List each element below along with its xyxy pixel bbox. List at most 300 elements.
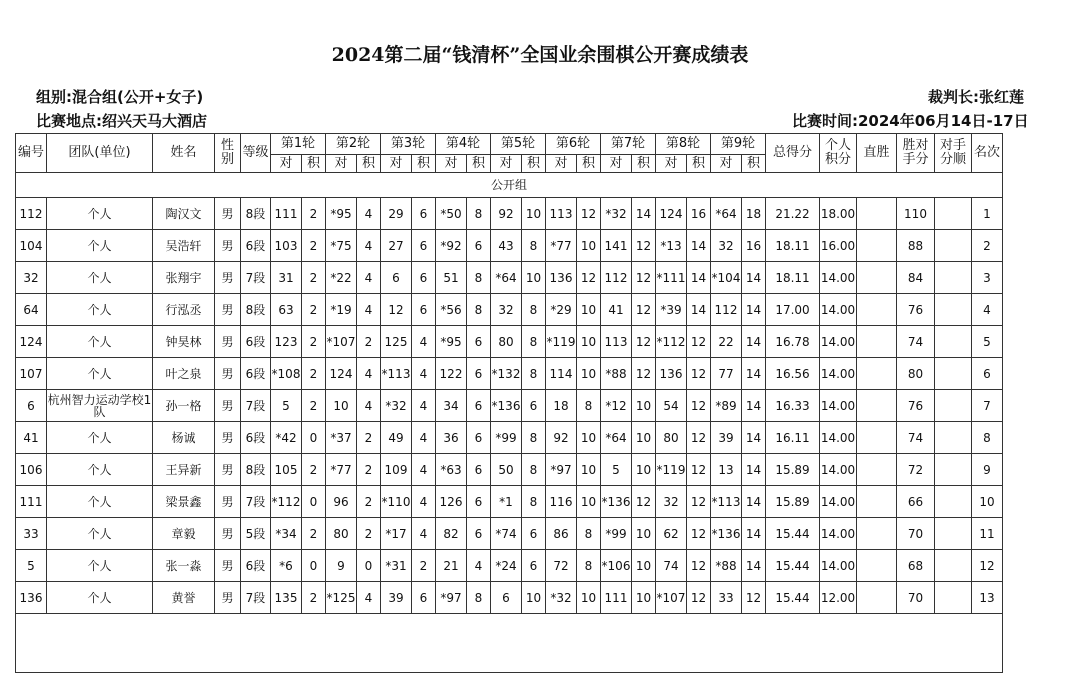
cell-gender: 男 xyxy=(215,422,241,454)
cell-total: 15.89 xyxy=(766,486,820,518)
header-opponent: 对 xyxy=(271,155,302,173)
cell-points: 4 xyxy=(357,390,381,422)
cell-place: 2 xyxy=(972,230,1003,262)
cell-points: 2 xyxy=(302,262,326,294)
cell-total: 16.11 xyxy=(766,422,820,454)
header-points: 积 xyxy=(302,155,326,173)
cell-points: 2 xyxy=(302,294,326,326)
cell-gender: 男 xyxy=(215,262,241,294)
cell-points: 10 xyxy=(632,582,656,614)
cell-opponent: 113 xyxy=(601,326,632,358)
cell-opponent: *50 xyxy=(436,198,467,230)
cell-points: 2 xyxy=(357,422,381,454)
header-name: 姓名 xyxy=(153,134,215,173)
cell-points: 8 xyxy=(522,326,546,358)
cell-points: 10 xyxy=(632,454,656,486)
cell-points: 6 xyxy=(522,518,546,550)
cell-team: 个人 xyxy=(47,518,153,550)
cell-team: 个人 xyxy=(47,550,153,582)
cell-opponent: *37 xyxy=(326,422,357,454)
cell-no: 33 xyxy=(16,518,47,550)
cell-points: 8 xyxy=(467,582,491,614)
blank-cell xyxy=(16,614,1003,673)
cell-opponent: *106 xyxy=(601,550,632,582)
cell-opponent: 36 xyxy=(436,422,467,454)
cell-opponent: 29 xyxy=(381,198,412,230)
cell-points: 18 xyxy=(742,198,766,230)
cell-sosos xyxy=(935,262,972,294)
cell-place: 4 xyxy=(972,294,1003,326)
cell-direct xyxy=(857,422,897,454)
cell-name: 张翔宇 xyxy=(153,262,215,294)
cell-opponent: 116 xyxy=(546,486,577,518)
cell-opponent: 136 xyxy=(546,262,577,294)
cell-direct xyxy=(857,390,897,422)
cell-opponent: 22 xyxy=(711,326,742,358)
cell-opponent: 114 xyxy=(546,358,577,390)
cell-team: 个人 xyxy=(47,582,153,614)
cell-opponent: 109 xyxy=(381,454,412,486)
cell-sosos xyxy=(935,198,972,230)
cell-points: 12 xyxy=(632,262,656,294)
date-label: 比赛时间:2024年06月14日-17日 xyxy=(792,112,1029,130)
cell-points: 6 xyxy=(467,518,491,550)
cell-opponent: *13 xyxy=(656,230,687,262)
cell-points: 4 xyxy=(412,454,436,486)
cell-no: 106 xyxy=(16,454,47,486)
cell-points: 12 xyxy=(742,582,766,614)
cell-sos: 72 xyxy=(897,454,935,486)
cell-opponent: *119 xyxy=(656,454,687,486)
section-row xyxy=(16,173,1003,198)
header-total: 总得分 xyxy=(766,134,820,173)
cell-sosos xyxy=(935,518,972,550)
cell-points: 4 xyxy=(412,422,436,454)
cell-opponent: *97 xyxy=(546,454,577,486)
cell-points: 6 xyxy=(522,390,546,422)
cell-opponent: *75 xyxy=(326,230,357,262)
cell-team: 个人 xyxy=(47,262,153,294)
table-row xyxy=(16,390,1003,422)
table-row xyxy=(16,422,1003,454)
cell-opponent: 32 xyxy=(656,486,687,518)
cell-personal: 14.00 xyxy=(820,454,857,486)
cell-points: 0 xyxy=(357,550,381,582)
cell-opponent: *19 xyxy=(326,294,357,326)
cell-points: 10 xyxy=(577,294,601,326)
cell-opponent: 63 xyxy=(271,294,302,326)
cell-points: 8 xyxy=(522,358,546,390)
cell-gender: 男 xyxy=(215,326,241,358)
cell-rank: 7段 xyxy=(241,262,271,294)
cell-points: 2 xyxy=(302,582,326,614)
header-sos: 胜对手分 xyxy=(897,134,935,173)
cell-points: 8 xyxy=(577,550,601,582)
header-opponent: 对 xyxy=(326,155,357,173)
header-opponent: 对 xyxy=(601,155,632,173)
cell-opponent: 141 xyxy=(601,230,632,262)
cell-opponent: 123 xyxy=(271,326,302,358)
cell-no: 124 xyxy=(16,326,47,358)
cell-opponent: 27 xyxy=(381,230,412,262)
cell-points: 4 xyxy=(357,230,381,262)
cell-points: 14 xyxy=(742,326,766,358)
cell-personal: 14.00 xyxy=(820,486,857,518)
cell-opponent: 32 xyxy=(711,230,742,262)
header-opponent: 对 xyxy=(491,155,522,173)
cell-points: 4 xyxy=(412,486,436,518)
cell-total: 15.44 xyxy=(766,550,820,582)
header-opponent: 对 xyxy=(436,155,467,173)
cell-opponent: 124 xyxy=(656,198,687,230)
header-points: 积 xyxy=(522,155,546,173)
cell-total: 17.00 xyxy=(766,294,820,326)
cell-points: 2 xyxy=(357,486,381,518)
cell-points: 12 xyxy=(632,486,656,518)
cell-gender: 男 xyxy=(215,518,241,550)
cell-gender: 男 xyxy=(215,582,241,614)
cell-opponent: 12 xyxy=(381,294,412,326)
cell-direct xyxy=(857,454,897,486)
table-row xyxy=(16,230,1003,262)
cell-opponent: 92 xyxy=(546,422,577,454)
cell-no: 41 xyxy=(16,422,47,454)
table-row xyxy=(16,198,1003,230)
cell-opponent: *32 xyxy=(381,390,412,422)
table-row xyxy=(16,550,1003,582)
cell-personal: 14.00 xyxy=(820,422,857,454)
cell-opponent: *113 xyxy=(711,486,742,518)
cell-team: 杭州智力运动学校1队 xyxy=(47,390,153,422)
cell-opponent: 122 xyxy=(436,358,467,390)
cell-name: 梁景鑫 xyxy=(153,486,215,518)
cell-points: 10 xyxy=(577,454,601,486)
cell-total: 15.44 xyxy=(766,582,820,614)
cell-points: 10 xyxy=(632,422,656,454)
cell-points: 14 xyxy=(742,518,766,550)
cell-opponent: *89 xyxy=(711,390,742,422)
cell-direct xyxy=(857,198,897,230)
cell-points: 10 xyxy=(632,518,656,550)
cell-no: 104 xyxy=(16,230,47,262)
cell-points: 14 xyxy=(742,358,766,390)
cell-name: 王异新 xyxy=(153,454,215,486)
cell-points: 2 xyxy=(412,550,436,582)
cell-opponent: 125 xyxy=(381,326,412,358)
cell-points: 14 xyxy=(742,454,766,486)
cell-sosos xyxy=(935,390,972,422)
table-row xyxy=(16,486,1003,518)
table-row xyxy=(16,358,1003,390)
cell-sosos xyxy=(935,454,972,486)
cell-opponent: 43 xyxy=(491,230,522,262)
cell-points: 6 xyxy=(412,198,436,230)
cell-points: 14 xyxy=(742,422,766,454)
cell-opponent: 51 xyxy=(436,262,467,294)
cell-opponent: *24 xyxy=(491,550,522,582)
cell-place: 7 xyxy=(972,390,1003,422)
cell-points: 4 xyxy=(412,390,436,422)
header-points: 积 xyxy=(687,155,711,173)
cell-points: 12 xyxy=(577,198,601,230)
cell-opponent: 62 xyxy=(656,518,687,550)
cell-rank: 6段 xyxy=(241,422,271,454)
cell-opponent: *125 xyxy=(326,582,357,614)
cell-opponent: 80 xyxy=(656,422,687,454)
cell-points: 6 xyxy=(412,582,436,614)
cell-opponent: *113 xyxy=(381,358,412,390)
cell-points: 6 xyxy=(467,326,491,358)
cell-points: 10 xyxy=(577,326,601,358)
cell-opponent: 34 xyxy=(436,390,467,422)
cell-personal: 14.00 xyxy=(820,550,857,582)
cell-name: 张一淼 xyxy=(153,550,215,582)
cell-points: 2 xyxy=(302,518,326,550)
cell-direct xyxy=(857,262,897,294)
table-header xyxy=(16,134,1003,173)
cell-points: 14 xyxy=(742,550,766,582)
cell-points: 4 xyxy=(357,358,381,390)
cell-no: 107 xyxy=(16,358,47,390)
cell-place: 5 xyxy=(972,326,1003,358)
cell-points: 12 xyxy=(687,550,711,582)
header-gender: 性别 xyxy=(215,134,241,173)
group-label: 组别:混合组(公开+女子) xyxy=(36,88,204,106)
cell-sosos xyxy=(935,358,972,390)
header-personal: 个人积分 xyxy=(820,134,857,173)
cell-name: 黄誉 xyxy=(153,582,215,614)
cell-sos: 70 xyxy=(897,582,935,614)
cell-rank: 5段 xyxy=(241,518,271,550)
cell-personal: 14.00 xyxy=(820,390,857,422)
cell-sos: 74 xyxy=(897,422,935,454)
cell-opponent: 39 xyxy=(711,422,742,454)
cell-points: 10 xyxy=(577,358,601,390)
cell-team: 个人 xyxy=(47,358,153,390)
cell-rank: 8段 xyxy=(241,198,271,230)
cell-place: 6 xyxy=(972,358,1003,390)
cell-opponent: *22 xyxy=(326,262,357,294)
cell-team: 个人 xyxy=(47,198,153,230)
cell-opponent: 41 xyxy=(601,294,632,326)
cell-opponent: *77 xyxy=(326,454,357,486)
cell-total: 16.56 xyxy=(766,358,820,390)
cell-opponent: *1 xyxy=(491,486,522,518)
cell-points: 4 xyxy=(412,326,436,358)
cell-points: 4 xyxy=(357,198,381,230)
cell-points: 0 xyxy=(302,422,326,454)
cell-points: 6 xyxy=(467,230,491,262)
header-round-3: 第3轮 xyxy=(381,134,436,155)
cell-direct xyxy=(857,326,897,358)
cell-points: 16 xyxy=(687,198,711,230)
table-row xyxy=(16,326,1003,358)
cell-points: 6 xyxy=(467,486,491,518)
cell-total: 16.33 xyxy=(766,390,820,422)
cell-team: 个人 xyxy=(47,294,153,326)
header-points: 积 xyxy=(357,155,381,173)
cell-name: 钟昊林 xyxy=(153,326,215,358)
cell-opponent: *112 xyxy=(656,326,687,358)
cell-opponent: *136 xyxy=(711,518,742,550)
cell-points: 6 xyxy=(467,454,491,486)
cell-points: 6 xyxy=(467,390,491,422)
header-round-1: 第1轮 xyxy=(271,134,326,155)
cell-total: 18.11 xyxy=(766,230,820,262)
cell-opponent: *107 xyxy=(656,582,687,614)
cell-opponent: *42 xyxy=(271,422,302,454)
cell-points: 2 xyxy=(302,390,326,422)
cell-gender: 男 xyxy=(215,294,241,326)
cell-team: 个人 xyxy=(47,454,153,486)
cell-team: 个人 xyxy=(47,326,153,358)
cell-sos: 74 xyxy=(897,326,935,358)
cell-name: 吴浩轩 xyxy=(153,230,215,262)
cell-points: 14 xyxy=(687,262,711,294)
cell-name: 叶之泉 xyxy=(153,358,215,390)
cell-place: 8 xyxy=(972,422,1003,454)
table-row xyxy=(16,262,1003,294)
header-opponent: 对 xyxy=(656,155,687,173)
cell-opponent: 103 xyxy=(271,230,302,262)
cell-opponent: *104 xyxy=(711,262,742,294)
cell-place: 1 xyxy=(972,198,1003,230)
cell-opponent: *92 xyxy=(436,230,467,262)
cell-opponent: 72 xyxy=(546,550,577,582)
cell-no: 32 xyxy=(16,262,47,294)
cell-opponent: *108 xyxy=(271,358,302,390)
cell-points: 8 xyxy=(522,294,546,326)
cell-points: 14 xyxy=(742,486,766,518)
cell-gender: 男 xyxy=(215,358,241,390)
cell-points: 0 xyxy=(302,486,326,518)
cell-name: 行泓丞 xyxy=(153,294,215,326)
cell-points: 14 xyxy=(742,294,766,326)
cell-opponent: 126 xyxy=(436,486,467,518)
cell-sos: 68 xyxy=(897,550,935,582)
cell-opponent: 5 xyxy=(601,454,632,486)
cell-sosos xyxy=(935,230,972,262)
cell-place: 11 xyxy=(972,518,1003,550)
cell-opponent: *88 xyxy=(711,550,742,582)
header-opponent: 对 xyxy=(546,155,577,173)
cell-opponent: 21 xyxy=(436,550,467,582)
cell-personal: 14.00 xyxy=(820,326,857,358)
cell-opponent: *6 xyxy=(271,550,302,582)
cell-opponent: 6 xyxy=(491,582,522,614)
cell-personal: 16.00 xyxy=(820,230,857,262)
cell-personal: 14.00 xyxy=(820,358,857,390)
cell-personal: 14.00 xyxy=(820,262,857,294)
cell-opponent: 92 xyxy=(491,198,522,230)
header-round-5: 第5轮 xyxy=(491,134,546,155)
cell-points: 12 xyxy=(687,422,711,454)
header-points: 积 xyxy=(467,155,491,173)
cell-points: 8 xyxy=(522,486,546,518)
cell-points: 12 xyxy=(577,262,601,294)
cell-opponent: 113 xyxy=(546,198,577,230)
cell-points: 12 xyxy=(632,326,656,358)
header-sosos: 对手分顺 xyxy=(935,134,972,173)
cell-place: 9 xyxy=(972,454,1003,486)
cell-gender: 男 xyxy=(215,486,241,518)
header-points: 积 xyxy=(412,155,436,173)
cell-opponent: 105 xyxy=(271,454,302,486)
cell-rank: 8段 xyxy=(241,454,271,486)
header-round-9: 第9轮 xyxy=(711,134,766,155)
cell-opponent: 31 xyxy=(271,262,302,294)
table-body xyxy=(16,173,1003,673)
cell-points: 12 xyxy=(687,518,711,550)
cell-sosos xyxy=(935,422,972,454)
cell-opponent: *107 xyxy=(326,326,357,358)
cell-place: 3 xyxy=(972,262,1003,294)
table-row xyxy=(16,454,1003,486)
header-round-4: 第4轮 xyxy=(436,134,491,155)
cell-opponent: 111 xyxy=(271,198,302,230)
header-points: 积 xyxy=(577,155,601,173)
cell-rank: 6段 xyxy=(241,326,271,358)
cell-opponent: *32 xyxy=(546,582,577,614)
cell-opponent: *39 xyxy=(656,294,687,326)
cell-points: 2 xyxy=(357,326,381,358)
cell-points: 4 xyxy=(412,518,436,550)
cell-opponent: 33 xyxy=(711,582,742,614)
cell-name: 章毅 xyxy=(153,518,215,550)
cell-team: 个人 xyxy=(47,230,153,262)
cell-direct xyxy=(857,550,897,582)
blank-row xyxy=(16,614,1003,673)
cell-opponent: *64 xyxy=(601,422,632,454)
cell-opponent: 80 xyxy=(491,326,522,358)
cell-points: 0 xyxy=(302,550,326,582)
cell-sos: 70 xyxy=(897,518,935,550)
cell-gender: 男 xyxy=(215,390,241,422)
cell-points: 2 xyxy=(302,198,326,230)
cell-points: 8 xyxy=(467,262,491,294)
cell-opponent: *74 xyxy=(491,518,522,550)
header-round-2: 第2轮 xyxy=(326,134,381,155)
cell-opponent: 112 xyxy=(601,262,632,294)
cell-points: 16 xyxy=(742,230,766,262)
cell-points: 4 xyxy=(412,358,436,390)
cell-sosos xyxy=(935,294,972,326)
cell-sos: 84 xyxy=(897,262,935,294)
cell-points: 6 xyxy=(412,262,436,294)
cell-no: 6 xyxy=(16,390,47,422)
cell-points: 10 xyxy=(577,422,601,454)
cell-points: 4 xyxy=(467,550,491,582)
cell-points: 8 xyxy=(522,422,546,454)
cell-opponent: 10 xyxy=(326,390,357,422)
cell-points: 8 xyxy=(522,230,546,262)
cell-sosos xyxy=(935,582,972,614)
cell-opponent: *112 xyxy=(271,486,302,518)
cell-direct xyxy=(857,518,897,550)
cell-sos: 80 xyxy=(897,358,935,390)
cell-points: 10 xyxy=(632,550,656,582)
cell-opponent: *119 xyxy=(546,326,577,358)
cell-rank: 7段 xyxy=(241,582,271,614)
cell-team: 个人 xyxy=(47,486,153,518)
cell-opponent: *29 xyxy=(546,294,577,326)
cell-points: 2 xyxy=(302,230,326,262)
header-round-8: 第8轮 xyxy=(656,134,711,155)
header-direct: 直胜 xyxy=(857,134,897,173)
cell-opponent: 86 xyxy=(546,518,577,550)
cell-place: 12 xyxy=(972,550,1003,582)
cell-opponent: 6 xyxy=(381,262,412,294)
